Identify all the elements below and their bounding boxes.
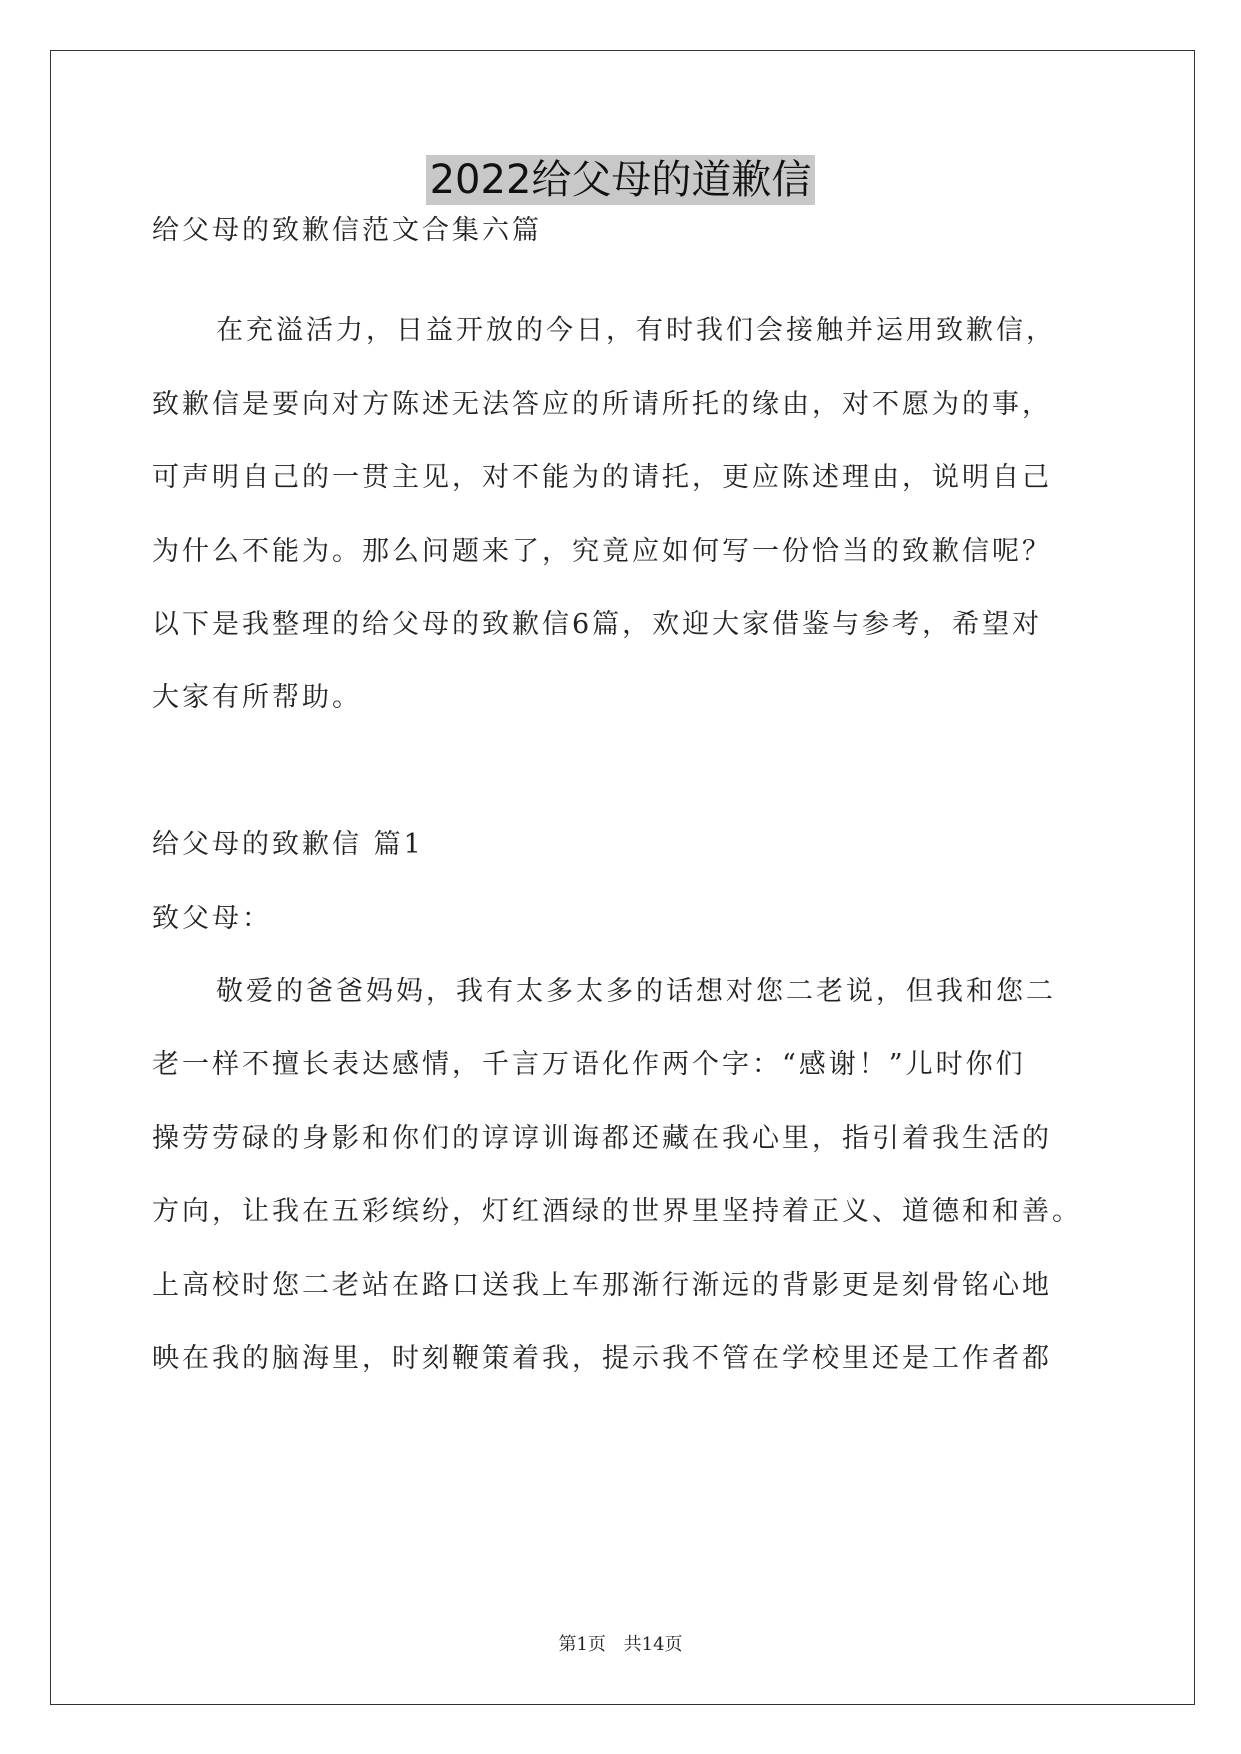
body-line: 老一样不擅长表达感情，千言万语化作两个字：“感谢！”儿时你们	[152, 1049, 1026, 1080]
body-line: 上高校时您二老站在路口送我上车那渐行渐远的背影更是刻骨铭心地	[152, 1270, 1052, 1301]
page-footer	[0, 1630, 1241, 1656]
intro-line: 致歉信是要向对方陈述无法答应的所请所托的缘由，对不愿为的事，	[152, 389, 1052, 420]
body-line: 映在我的脑海里，时刻鞭策着我，提示我不管在学校里还是工作者都	[152, 1343, 1052, 1374]
title-text: 2022给父母的道歉信	[426, 155, 816, 205]
intro-line: 在充溢活力，日益开放的今日，有时我们会接触并运用致歉信，	[216, 315, 1056, 346]
page-total: 共14页	[623, 1634, 683, 1655]
page-number: 第1页	[558, 1634, 606, 1655]
intro-line: 为什么不能为。那么问题来了，究竟应如何写一份恰当的致歉信呢？	[152, 536, 1052, 567]
document-title	[0, 152, 1241, 208]
salutation: 致父母：	[152, 903, 272, 934]
body-line: 敬爱的爸爸妈妈，我有太多太多的话想对您二老说，但我和您二	[216, 976, 1056, 1007]
page-border	[50, 50, 1195, 1705]
intro-line: 大家有所帮助。	[152, 682, 362, 713]
intro-line: 以下是我整理的给父母的致歉信6篇，欢迎大家借鉴与参考，希望对	[152, 609, 1043, 640]
intro-line: 可声明自己的一贯主见，对不能为的请托，更应陈述理由，说明自己	[152, 462, 1052, 493]
subtitle: 给父母的致歉信范文合集六篇	[152, 215, 542, 246]
body-line: 方向，让我在五彩缤纷，灯红酒绿的世界里坚持着正义、道德和和善。	[152, 1196, 1082, 1227]
section-heading: 给父母的致歉信 篇1	[152, 829, 424, 860]
body-line: 操劳劳碌的身影和你们的谆谆训诲都还藏在我心里，指引着我生活的	[152, 1123, 1052, 1154]
